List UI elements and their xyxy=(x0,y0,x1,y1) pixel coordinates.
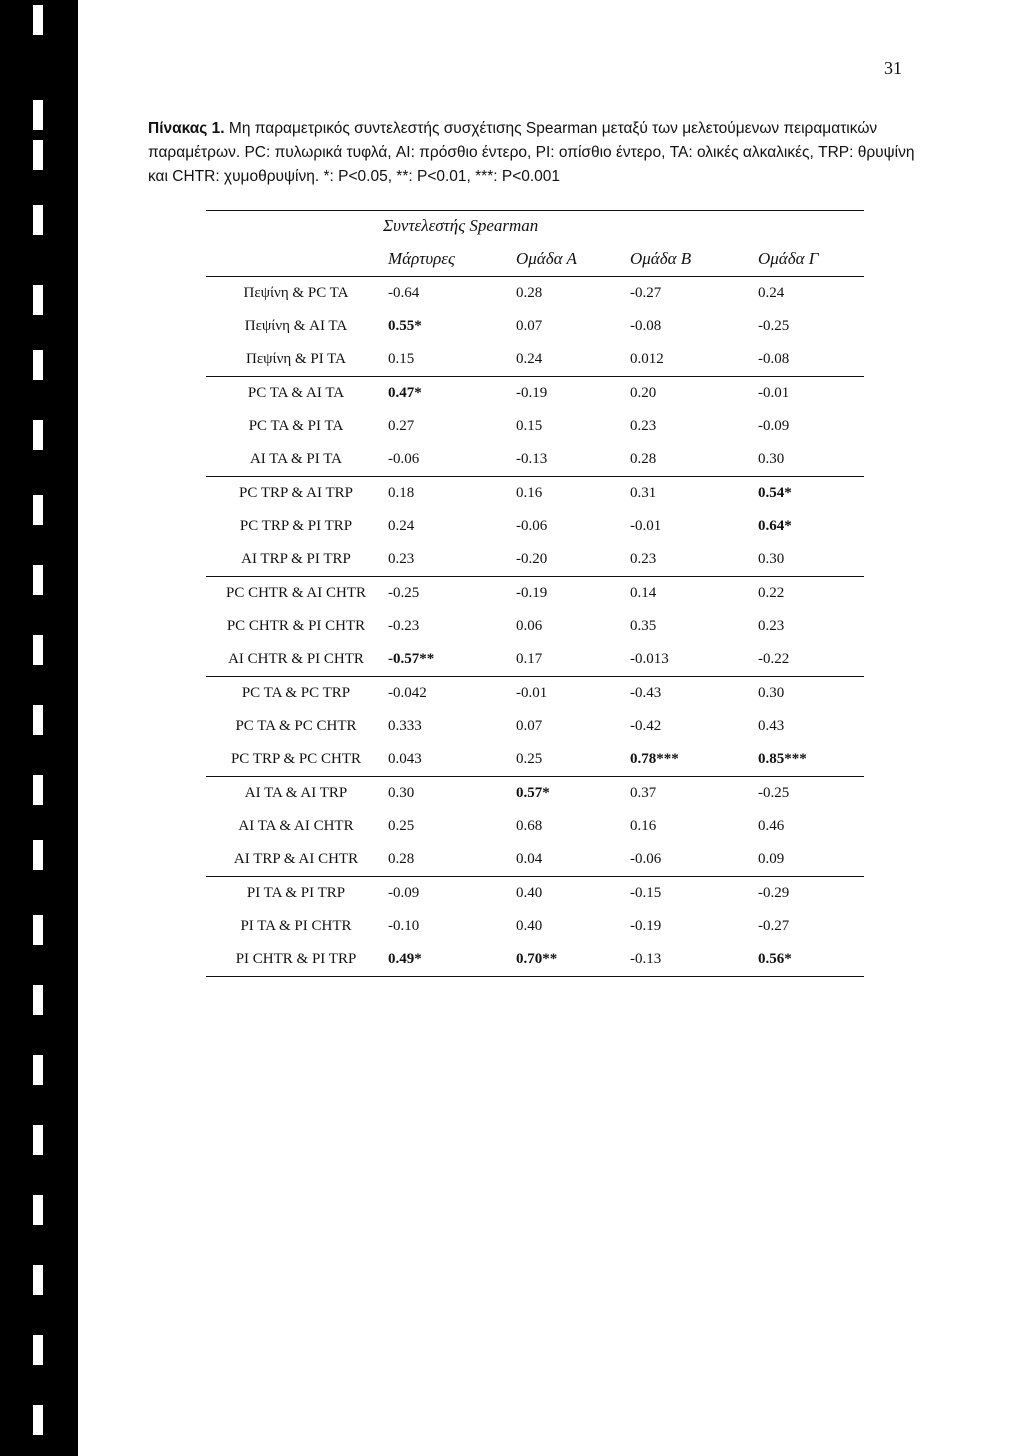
table-cell: -0.64 xyxy=(386,277,510,311)
table-cell: 0.78*** xyxy=(630,751,679,767)
table-cell: 0.012 xyxy=(630,351,664,367)
scan-mark xyxy=(33,1405,43,1435)
row-label: PC TA & PI TA xyxy=(248,418,344,434)
table-row xyxy=(206,377,864,411)
table-cell: 0.47* xyxy=(386,377,510,411)
row-label: PC TRP & PC CHTR xyxy=(230,751,362,767)
table-cell: 0.23 xyxy=(630,418,657,434)
table-cell: 0.18 xyxy=(386,477,510,511)
table-row xyxy=(206,577,864,611)
scan-mark xyxy=(33,420,43,450)
table-cell: -0.15 xyxy=(626,877,750,911)
scan-mark xyxy=(33,1195,43,1225)
table-row xyxy=(206,810,864,843)
table-cell: 0.15 xyxy=(388,351,415,367)
table-cell: -0.25 xyxy=(386,577,510,611)
row-label: AI TA & PI TA xyxy=(249,451,343,467)
table-cell: 0.64* xyxy=(758,518,792,534)
scan-mark xyxy=(33,350,43,380)
scan-mark xyxy=(33,775,43,805)
table-cell: 0.40 xyxy=(516,918,543,934)
column-header: Μάρτυρες xyxy=(388,248,455,268)
table-cell: 0.24 xyxy=(388,518,415,534)
table-row xyxy=(206,543,864,577)
table-cell: -0.42 xyxy=(630,718,662,734)
table-cell: 0.07 xyxy=(516,318,543,334)
spearman-table xyxy=(206,210,864,977)
table-row xyxy=(206,777,864,811)
row-label: PC TA & PC TRP xyxy=(206,677,386,711)
row-label: AI TRP & AI CHTR xyxy=(233,851,359,867)
table-cell: 0.49* xyxy=(386,943,510,977)
table-cell: 0.04 xyxy=(516,851,543,867)
table-row xyxy=(206,343,864,377)
row-label: Πεψίνη & PC TA xyxy=(206,277,386,311)
scan-mark xyxy=(33,5,43,35)
table-cell: 0.23 xyxy=(758,618,785,634)
table-cell: -0.09 xyxy=(386,877,510,911)
row-label: PC TRP & PI TRP xyxy=(239,518,353,534)
scan-mark xyxy=(33,205,43,235)
table-cell: 0.46 xyxy=(758,818,785,834)
table-cell: 0.30 xyxy=(750,677,864,711)
row-label: PC CHTR & PI CHTR xyxy=(226,618,366,634)
table-row xyxy=(206,710,864,743)
table-body xyxy=(206,277,864,977)
scan-mark xyxy=(33,1125,43,1155)
table-row xyxy=(206,510,864,543)
table-cell: 0.14 xyxy=(626,577,750,611)
table-cell: 0.07 xyxy=(516,718,543,734)
table-row xyxy=(206,910,864,943)
table-cell: -0.01 xyxy=(510,677,626,711)
column-header: Ομάδα Γ xyxy=(758,248,819,268)
table-row xyxy=(206,943,864,977)
table-cell: -0.06 xyxy=(388,451,420,467)
table-cell: -0.22 xyxy=(758,651,790,667)
row-label: PI CHTR & PI TRP xyxy=(206,943,386,977)
scan-mark xyxy=(33,635,43,665)
table-cell: 0.85*** xyxy=(758,751,807,767)
table-cell: 0.28 xyxy=(630,451,657,467)
table-cell: -0.27 xyxy=(758,918,790,934)
scan-mark xyxy=(33,495,43,525)
row-label: PC CHTR & AI CHTR xyxy=(206,577,386,611)
table-cell: -0.08 xyxy=(630,318,662,334)
table-cell: 0.37 xyxy=(626,777,750,811)
table-cell: 0.25 xyxy=(388,818,415,834)
table-cell: -0.06 xyxy=(630,851,662,867)
caption-label: Πίνακας 1. xyxy=(148,120,225,137)
table-cell: 0.25 xyxy=(516,751,543,767)
scan-mark xyxy=(33,140,43,170)
table-cell: 0.30 xyxy=(758,551,785,567)
table-cell: -0.19 xyxy=(510,577,626,611)
scan-mark xyxy=(33,985,43,1015)
row-label: Πεψίνη & AI TA xyxy=(244,318,348,334)
row-label: PC TA & PC CHTR xyxy=(235,718,357,734)
column-header: Ομάδα Α xyxy=(516,248,577,268)
caption-text: Μη παραμετρικός συντελεστής συσχέτισης Spearman μεταξύ των μελετούμενων πειραματικών παραμέτρων. PC: πυλωρικά τυφλά, AI: πρόσθιο έντερο, PI: οπίσθιο έντερο, TA: ολικές αλκαλικές, TRP: θρυψίνη και CHTR: χυμοθρυψίνη. *: P<0.05, **: P<0.01, ***: P<0.001 xyxy=(148,120,915,185)
table-cell: 0.31 xyxy=(626,477,750,511)
table-caption xyxy=(148,117,918,189)
scan-mark xyxy=(33,100,43,130)
table-cell: -0.13 xyxy=(626,943,750,977)
scan-mark xyxy=(33,705,43,735)
table-cell: 0.09 xyxy=(758,851,785,867)
table-cell: -0.27 xyxy=(626,277,750,311)
scan-mark xyxy=(33,1265,43,1295)
table-cell: 0.043 xyxy=(388,751,422,767)
table-cell: 0.333 xyxy=(388,718,422,734)
table-cell: 0.23 xyxy=(388,551,415,567)
row-label: PI TA & PI CHTR xyxy=(240,918,352,934)
table-row xyxy=(206,743,864,777)
table-row xyxy=(206,677,864,711)
page-number: 31 xyxy=(884,58,902,78)
scan-mark xyxy=(33,1055,43,1085)
row-label: Πεψίνη & PI TA xyxy=(246,351,346,367)
table-cell: 0.28 xyxy=(388,851,415,867)
scan-mark xyxy=(33,565,43,595)
table-cell: 0.17 xyxy=(516,651,543,667)
table-cell: 0.22 xyxy=(750,577,864,611)
table-cell: -0.57** xyxy=(388,651,435,667)
table-cell: -0.20 xyxy=(516,551,548,567)
table-cell: 0.54* xyxy=(750,477,864,511)
table-row xyxy=(206,310,864,343)
table-cell: 0.40 xyxy=(510,877,626,911)
table-cell: 0.68 xyxy=(516,818,543,834)
table-row xyxy=(206,877,864,911)
column-header: Ομάδα Β xyxy=(630,248,692,268)
row-label: PC TA & AI TA xyxy=(206,377,386,411)
row-label: AI CHTR & PI CHTR xyxy=(228,651,364,667)
table-cell: -0.19 xyxy=(510,377,626,411)
table-cell: -0.042 xyxy=(386,677,510,711)
table-cell: -0.06 xyxy=(516,518,548,534)
row-label: AI TRP & PI TRP xyxy=(241,551,351,567)
table-cell: -0.013 xyxy=(630,651,669,667)
table-row xyxy=(206,843,864,877)
table-cell: -0.29 xyxy=(750,877,864,911)
scan-mark xyxy=(33,285,43,315)
table-row xyxy=(206,443,864,477)
table-cell: -0.25 xyxy=(758,318,790,334)
row-label: AI TA & AI TRP xyxy=(206,777,386,811)
table-cell: 0.55* xyxy=(388,318,422,334)
table-cell: -0.19 xyxy=(630,918,662,934)
table-super-header: Συντελεστής Spearman xyxy=(383,216,539,235)
table-cell: -0.01 xyxy=(750,377,864,411)
document-page xyxy=(78,0,1024,1456)
scan-mark xyxy=(33,840,43,870)
table-cell: 0.24 xyxy=(750,277,864,311)
table-cell: 0.28 xyxy=(510,277,626,311)
table-cell: 0.24 xyxy=(516,351,543,367)
table-cell: -0.10 xyxy=(388,918,420,934)
table-cell: -0.08 xyxy=(758,351,790,367)
table-cell: 0.16 xyxy=(510,477,626,511)
table-cell: 0.27 xyxy=(388,418,415,434)
table-cell: 0.30 xyxy=(758,451,785,467)
table-cell: -0.13 xyxy=(516,451,548,467)
table-cell: 0.15 xyxy=(516,418,543,434)
table-cell: 0.20 xyxy=(626,377,750,411)
table-cell: 0.43 xyxy=(758,718,785,734)
scan-mark xyxy=(33,1335,43,1365)
table-cell: 0.57* xyxy=(510,777,626,811)
table-cell: -0.43 xyxy=(626,677,750,711)
row-label: PI TA & PI TRP xyxy=(206,877,386,911)
table-cell: 0.23 xyxy=(630,551,657,567)
table-cell: 0.30 xyxy=(386,777,510,811)
table-cell: 0.06 xyxy=(516,618,543,634)
table-cell: -0.01 xyxy=(630,518,662,534)
table-row xyxy=(206,477,864,511)
row-label: AI TA & AI CHTR xyxy=(238,818,354,834)
table-cell: 0.16 xyxy=(630,818,657,834)
table-cell: -0.23 xyxy=(388,618,420,634)
table-cell: 0.35 xyxy=(630,618,657,634)
table-row xyxy=(206,643,864,677)
table-cell: 0.56* xyxy=(750,943,864,977)
table-cell: 0.70** xyxy=(510,943,626,977)
table-row xyxy=(206,610,864,643)
scan-edge-marks xyxy=(0,0,78,1456)
table-row xyxy=(206,277,864,311)
row-label: PC TRP & AI TRP xyxy=(206,477,386,511)
table-cell: -0.25 xyxy=(750,777,864,811)
scan-mark xyxy=(33,915,43,945)
table-row xyxy=(206,410,864,443)
table-cell: -0.09 xyxy=(758,418,790,434)
